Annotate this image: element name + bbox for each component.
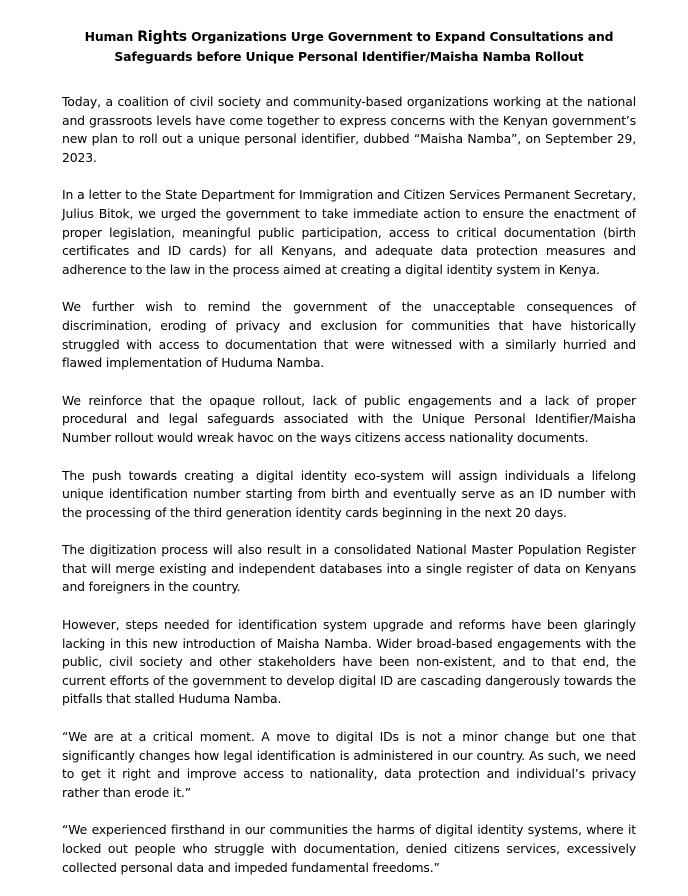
- quote-paragraph: “We experienced firsthand in our communities the harms of digital identity systems, where it locked out people who struggle with documentation, denied citizens services, excessively collected personal data and impeded fundamental freedoms.”: [62, 822, 636, 875]
- title-part-1: Human: [84, 29, 138, 44]
- body-paragraph: In a letter to the State Department for Immigration and Citizen Services Permanent Secretary, Julius Bitok, we urged the government to take immediate action to ensure the enactment of proper legislation, meaningful public participation, access to critical documentation (birth certificates and ID cards) for all Kenyans, and adequate data protection measures and adherence to the law in the process aimed at creating a digital identity system in Kenya.: [62, 187, 636, 277]
- body-paragraph: The digitization process will also result in a consolidated National Master Population Register that will merge existing and independent databases into a single register of data on Kenyans and foreigners in the country.: [62, 542, 636, 595]
- title-emphasis-word: Rights: [137, 29, 187, 45]
- document-title: [62, 27, 636, 66]
- title-part-2: Organizations Urge Government to Expand Consultations and Safeguards before Unique Personal Identifier/Maisha Namba Rollout: [114, 29, 614, 64]
- body-paragraph: However, steps needed for identification system upgrade and reforms have been glaringly lacking in this new introduction of Maisha Namba. Wider broad-based engagements with the public, civil society and other stakeholders have been non-existent, and to that end, the current efforts of the government to develop digital ID are cascading dangerously towards the pitfalls that stalled Huduma Namba.: [62, 617, 636, 707]
- body-paragraph: We reinforce that the opaque rollout, lack of public engagements and a lack of proper procedural and legal safeguards associated with the Unique Personal Identifier/Maisha Number rollout would wreak havoc on the ways citizens access nationality documents.: [62, 392, 636, 445]
- document-page: [62, 27, 636, 896]
- body-paragraph: Today, a coalition of civil society and community-based organizations working at the national and grassroots levels have come together to express concerns with the Kenyan government’s new plan to roll out a unique personal identifier, dubbed “Maisha Namba”, on September 29, 2023.: [62, 94, 636, 165]
- body-paragraph: The push towards creating a digital identity eco-system will assign individuals a lifelong unique identification number starting from birth and eventually serve as an ID number with the processing of the third generation identity cards beginning in the next 20 days.: [62, 467, 636, 520]
- quote-paragraph: “We are at a critical moment. A move to digital IDs is not a minor change but one that significantly changes how legal identification is administered in our country. As such, we need to get it right and improve access to nationality, data protection and individual’s privacy rather than erode it.”: [62, 729, 636, 800]
- body-paragraph: We further wish to remind the government of the unacceptable consequences of discrimination, eroding of privacy and exclusion for communities that have historically struggled with access to documentation that were witnessed with a similarly hurried and flawed implementation of Huduma Namba.: [62, 299, 636, 371]
